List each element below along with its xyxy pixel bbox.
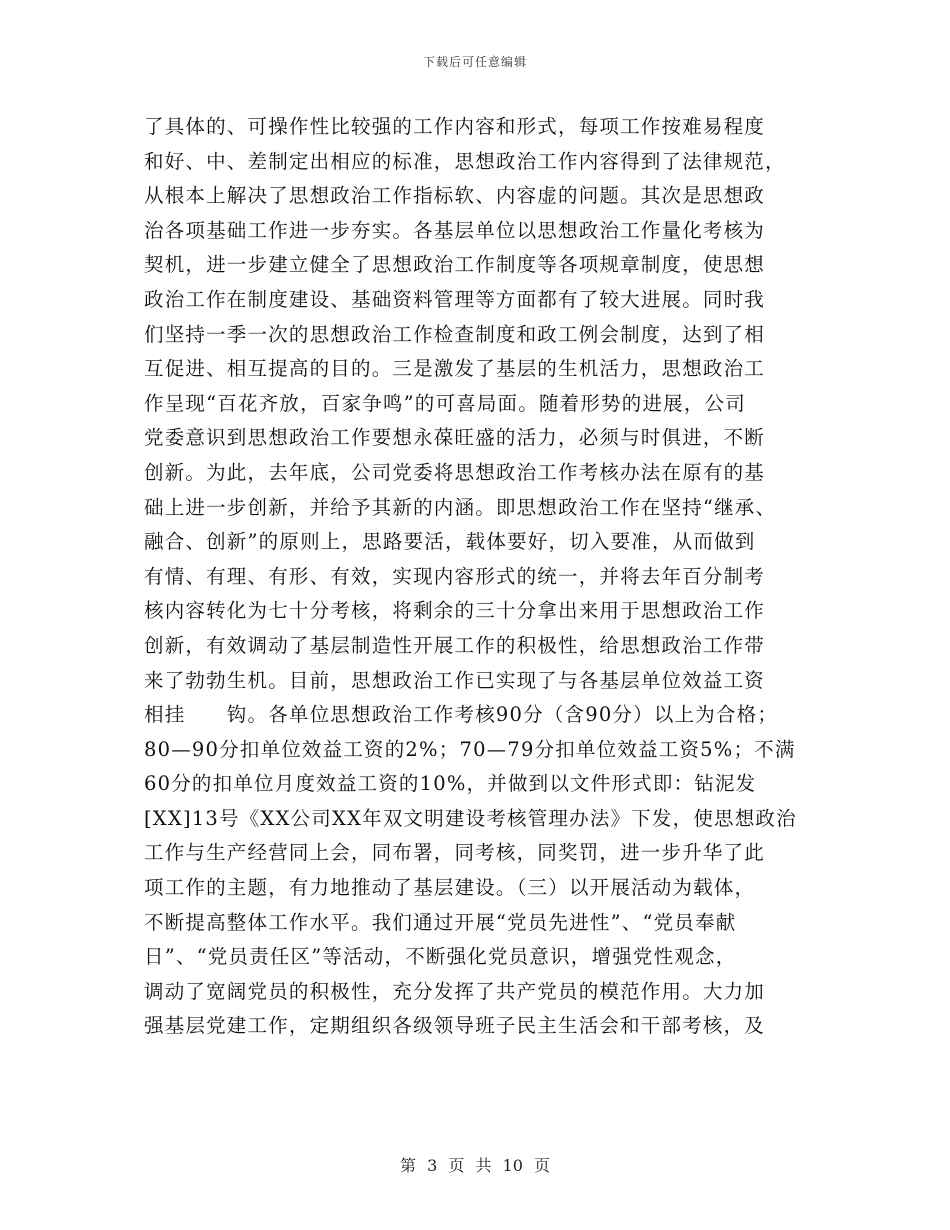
text-line: 党委意识到思想政治工作要想永葆旺盛的活力，必须与时俱进，不断 (144, 426, 766, 450)
text-line: 创新。为此，去年底，公司党委将思想政治工作考核办法在原有的基 (144, 460, 766, 484)
text-line: 项工作的主题，有力地推动了基层建设。（三）以开展活动为载体， (144, 876, 756, 900)
text-line: 契机，进一步建立健全了思想政治工作制度等各项规章制度，使思想 (144, 253, 766, 277)
page-number-footer: 第 3 页 共 10 页 (400, 1156, 550, 1175)
document-body (144, 110, 814, 1044)
text-line: 从根本上解决了思想政治工作指标软、内容虚的问题。其次是思想政 (144, 184, 766, 208)
text-line: 了具体的、可操作性比较强的工作内容和形式，每项工作按难易程度 (144, 115, 766, 138)
text-line: 60分的扣单位月度效益工资的10%，并做到以文件形式即：钻泥发 (144, 772, 757, 796)
text-line: 作呈现“百花齐放，百家争鸣”的可喜局面。随着形势的进展，公司 (144, 391, 746, 415)
text-line: 互促进、相互提高的目的。三是激发了基层的生机活力，思想政治工 (144, 357, 766, 381)
text-line: 相挂 钩。各单位思想政治工作考核90分（含90分）以上为合格； (144, 703, 779, 727)
page-header: 下载后可任意编辑 (422, 55, 527, 69)
text-line: 政治工作在制度建设、基础资料管理等方面都有了较大进展。同时我 (144, 287, 766, 311)
text-line: 治各项基础工作进一步夯实。各基层单位以思想政治工作量化考核为 (144, 218, 766, 242)
text-line: 80—90分扣单位效益工资的2%；70—79分扣单位效益工资5%；不满 (144, 737, 796, 761)
text-line: 来了勃勃生机。目前，思想政治工作已实现了与各基层单位效益工资 (144, 668, 766, 692)
text-line: 核内容转化为七十分考核，将剩余的三十分拿出来用于思想政治工作 (144, 599, 766, 623)
text-line: 们坚持一季一次的思想政治工作检查制度和政工例会制度，达到了相 (144, 322, 766, 346)
text-line: 有情、有理、有形、有效，实现内容形式的统一，并将去年百分制考 (144, 564, 766, 588)
text-line: 融合、创新”的原则上，思路要活，载体要好，切入要准，从而做到 (144, 530, 756, 554)
text-line: 不断提高整体工作水平。我们通过开展“党员先进性”、“党员奉献 (144, 910, 737, 934)
text-line: 强基层党建工作，定期组织各级领导班子民主生活会和干部考核，及 (144, 1014, 766, 1038)
text-line: [XX]13号《XX公司XX年双文明建设考核管理办法》下发，使思想政治 (144, 806, 797, 830)
text-line: 和好、中、差制定出相应的标准，思想政治工作内容得到了法律规范， (144, 149, 786, 173)
text-line: 调动了宽阔党员的积极性，充分发挥了共产党员的模范作用。大力加 (144, 979, 766, 1003)
text-line: 创新，有效调动了基层制造性开展工作的积极性，给思想政治工作带 (144, 633, 766, 657)
text-line: 础上进一步创新，并给予其新的内涵。即思想政治工作在坚持“继承、 (144, 495, 777, 519)
text-line: 工作与生产经营同上会，同布署，同考核，同奖罚，进一步升华了此 (144, 841, 766, 865)
text-line: 日”、“党员责任区”等活动，不断强化党员意识，增强党性观念， (144, 945, 737, 969)
